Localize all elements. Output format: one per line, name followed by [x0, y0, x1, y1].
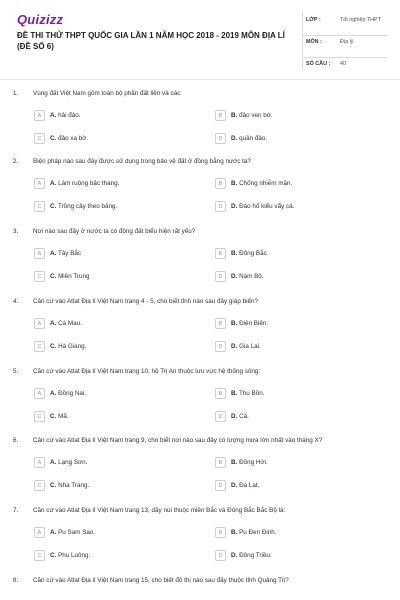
option-label [50, 180, 119, 187]
option-label [50, 250, 81, 257]
option-label [50, 320, 82, 327]
option-letter-badge: A [34, 248, 45, 259]
answer-option-a[interactable] [34, 388, 194, 400]
option-letter-badge: A [34, 178, 45, 189]
option-letter-badge: D [215, 201, 226, 212]
option-key: C. [50, 413, 57, 420]
option-key: A. [50, 320, 57, 327]
option-letter-badge: B [215, 110, 226, 121]
option-text: Đông Bắc [239, 250, 267, 257]
option-letter-badge: A [34, 388, 45, 399]
option-label [231, 203, 294, 210]
question-text: Căn cứ vào Atlat Địa lí Việt Nam trang 9, cho biết nơi nào sau đây có lượng mưa lớn nhất vào tháng X? [33, 437, 323, 444]
option-letter-badge: D [215, 133, 226, 144]
option-text: Cả. [239, 413, 249, 420]
answer-option-c[interactable] [34, 480, 194, 492]
option-key: A. [50, 250, 57, 257]
option-key: D. [231, 135, 238, 142]
option-key: A. [50, 459, 57, 466]
option-letter-badge: D [215, 480, 226, 491]
option-label [231, 390, 265, 397]
option-key: C. [50, 552, 57, 559]
option-label [231, 135, 267, 142]
option-text: Đồng Nai. [58, 390, 87, 397]
option-key: C. [50, 482, 57, 489]
option-letter-badge: B [215, 178, 226, 189]
option-letter-badge: B [215, 527, 226, 538]
question-number: 3. [13, 228, 19, 235]
option-label [50, 459, 87, 466]
option-key: A. [50, 112, 57, 119]
option-letter-badge: D [215, 271, 226, 282]
meta-value: Tốt nghiệp THPT [340, 17, 381, 23]
answer-option-a[interactable] [34, 527, 194, 539]
option-text: Đồng Hới. [239, 459, 268, 466]
option-key: C. [50, 343, 57, 350]
option-letter-badge: C [34, 133, 45, 144]
question-text: Căn cứ vào Atlat Địa lí Việt Nam trang 15, cho biết đô thị nào sau đây thuộc tỉnh Quảng Trị? [33, 577, 289, 584]
answer-option-c[interactable] [34, 133, 194, 145]
option-letter-badge: B [215, 457, 226, 468]
meta-row-class [302, 14, 388, 36]
option-text: Tây Bắc [57, 250, 82, 257]
answer-option-b[interactable] [215, 248, 375, 260]
option-key: B. [231, 250, 238, 257]
option-letter-badge: A [34, 110, 45, 121]
option-key: D. [231, 273, 238, 280]
header-divider [0, 79, 400, 80]
answer-option-d[interactable] [215, 133, 375, 145]
meta-key: LỚP : [306, 17, 321, 23]
meta-value: Địa lý [340, 39, 354, 45]
option-letter-badge: C [34, 550, 45, 561]
option-text: Đào hố kiểu vẩy cá. [239, 203, 295, 210]
meta-table [302, 14, 388, 80]
answer-option-c[interactable] [34, 271, 194, 283]
option-key: C. [50, 203, 57, 210]
answer-option-b[interactable] [215, 318, 375, 330]
answer-option-d[interactable] [215, 411, 375, 423]
answer-option-d[interactable] [215, 201, 375, 213]
option-key: B. [231, 180, 238, 187]
option-text: quần đảo. [239, 135, 268, 142]
option-text: Mã. [58, 413, 69, 420]
answer-option-a[interactable] [34, 178, 194, 190]
option-label [231, 320, 268, 327]
answer-option-c[interactable] [34, 411, 194, 423]
option-key: C. [50, 273, 57, 280]
option-key: D. [231, 482, 238, 489]
option-letter-badge: D [215, 550, 226, 561]
option-key: B. [231, 529, 238, 536]
option-letter-badge: B [215, 318, 226, 329]
option-label [231, 413, 249, 420]
option-key: A. [50, 180, 57, 187]
option-text: Chống nhiễm mặn. [239, 180, 293, 187]
option-text: hải đảo. [58, 112, 81, 119]
answer-option-b[interactable] [215, 457, 375, 469]
question-number: 1. [13, 90, 19, 97]
option-letter-badge: C [34, 271, 45, 282]
option-label [50, 413, 69, 420]
option-text: Miền Trung [58, 273, 90, 280]
option-label [231, 459, 268, 466]
option-text: Pu Sam Sao. [58, 529, 96, 536]
option-key: B. [231, 459, 238, 466]
option-letter-badge: B [215, 248, 226, 259]
meta-key: MÔN : [306, 39, 322, 45]
question-number: 4. [13, 298, 19, 305]
option-letter-badge: C [34, 480, 45, 491]
option-key: B. [231, 112, 238, 119]
option-text: Hà Giang. [58, 343, 87, 350]
option-text: Cà Mau. [58, 320, 82, 327]
option-key: A. [50, 390, 57, 397]
option-text: đảo ven bờ. [239, 112, 273, 119]
answer-option-d[interactable] [215, 550, 375, 562]
option-letter-badge: A [34, 318, 45, 329]
question-number: 5. [13, 368, 19, 375]
answer-option-d[interactable] [215, 341, 375, 353]
option-key: D. [231, 413, 238, 420]
answer-option-c[interactable] [34, 341, 194, 353]
option-label [50, 390, 86, 397]
option-label [231, 552, 272, 559]
option-label [50, 135, 88, 142]
option-text: Trồng cây theo băng. [57, 203, 118, 210]
answer-option-b[interactable] [215, 178, 375, 190]
answer-option-b[interactable] [215, 110, 375, 122]
option-text: Đông Triều. [239, 552, 272, 559]
question-number: 7. [13, 507, 19, 514]
option-text: Làm ruộng bậc thang. [58, 180, 120, 187]
answer-option-a[interactable] [34, 110, 194, 122]
option-key: D. [231, 203, 238, 210]
option-text: Phu Luông. [58, 552, 91, 559]
meta-row-count [302, 58, 388, 80]
meta-row-subject [302, 36, 388, 58]
option-label [231, 529, 277, 536]
option-label [50, 529, 95, 536]
option-label [50, 482, 89, 489]
option-text: Thu Bồn. [238, 390, 265, 397]
option-label [50, 273, 90, 280]
option-text: Điện Biên. [239, 320, 269, 327]
option-label [50, 203, 117, 210]
question-text: Căn cứ vào Atlat Địa lí Việt Nam trang 10, hồ Trị An thuộc lưu vực hệ thống sông: [33, 368, 261, 375]
question-text: Căn cứ vào Atlat Địa lí Việt Nam trang 4 - 5, cho biết tỉnh nào sau đây giáp biển? [33, 298, 258, 305]
option-letter-badge: B [215, 388, 226, 399]
option-key: B. [231, 390, 238, 397]
option-key: B. [231, 320, 238, 327]
option-label [231, 250, 267, 257]
option-label [50, 552, 90, 559]
question-text: Biện pháp nào sau đây được sử dụng trong bảo vệ đất ở đồng bằng nước ta? [33, 158, 251, 165]
option-key: D. [231, 552, 238, 559]
option-text: Đà Lạt. [239, 482, 260, 489]
option-letter-badge: C [34, 411, 45, 422]
answer-option-d[interactable] [215, 480, 375, 492]
option-text: Nam Bộ. [239, 273, 264, 280]
option-letter-badge: D [215, 411, 226, 422]
option-text: Pu Đen Đinh. [239, 529, 277, 536]
option-text: Nha Trang. [58, 482, 90, 489]
option-letter-badge: C [34, 341, 45, 352]
answer-option-b[interactable] [215, 527, 375, 539]
meta-key: SỐ CÂU : [306, 61, 331, 67]
option-letter-badge: A [34, 527, 45, 538]
option-label [50, 112, 80, 119]
answer-option-a[interactable] [34, 248, 194, 260]
answer-option-d[interactable] [215, 271, 375, 283]
option-label [231, 343, 261, 350]
answer-option-b[interactable] [215, 388, 375, 400]
answer-option-a[interactable] [34, 457, 194, 469]
answer-option-a[interactable] [34, 318, 194, 330]
option-text: Lạng Sơn. [58, 459, 88, 466]
option-text: đảo xa bờ. [58, 135, 89, 142]
question-text: Căn cứ vào Atlat Địa lí Việt Nam trang 13, dãy núi thuộc miền Bắc và Đông Bắc Bắc Bộ là: [33, 507, 286, 514]
meta-value: 40 [340, 61, 346, 67]
answer-option-c[interactable] [34, 550, 194, 562]
option-text: Gia Lai. [239, 343, 261, 350]
quizizz-logo[interactable]: Quizizz [17, 12, 64, 27]
option-letter-badge: D [215, 341, 226, 352]
option-label [50, 343, 86, 350]
option-label [231, 180, 292, 187]
option-key: A. [50, 529, 57, 536]
option-letter-badge: C [34, 201, 45, 212]
answer-option-c[interactable] [34, 201, 194, 213]
option-letter-badge: A [34, 457, 45, 468]
question-number: 8. [13, 577, 19, 584]
question-number: 2. [13, 158, 19, 165]
question-text: Vùng đất Việt Nam gồm toàn bộ phần đất liền và các: [33, 90, 183, 97]
option-label [231, 112, 273, 119]
option-key: C. [50, 135, 57, 142]
question-text: Nơi nào sau đây ở nước ta có động đất biểu hiện rất yếu? [33, 228, 196, 235]
worksheet-title: ĐỀ THI THỬ THPT QUỐC GIA LẦN 1 NĂM HỌC 2018 - 2019 MÔN ĐỊA LÍ (ĐỀ SỐ 6) [17, 31, 285, 51]
question-number: 6. [13, 437, 19, 444]
option-label [231, 273, 264, 280]
option-label [231, 482, 259, 489]
header [0, 0, 400, 78]
option-key: D. [231, 343, 238, 350]
